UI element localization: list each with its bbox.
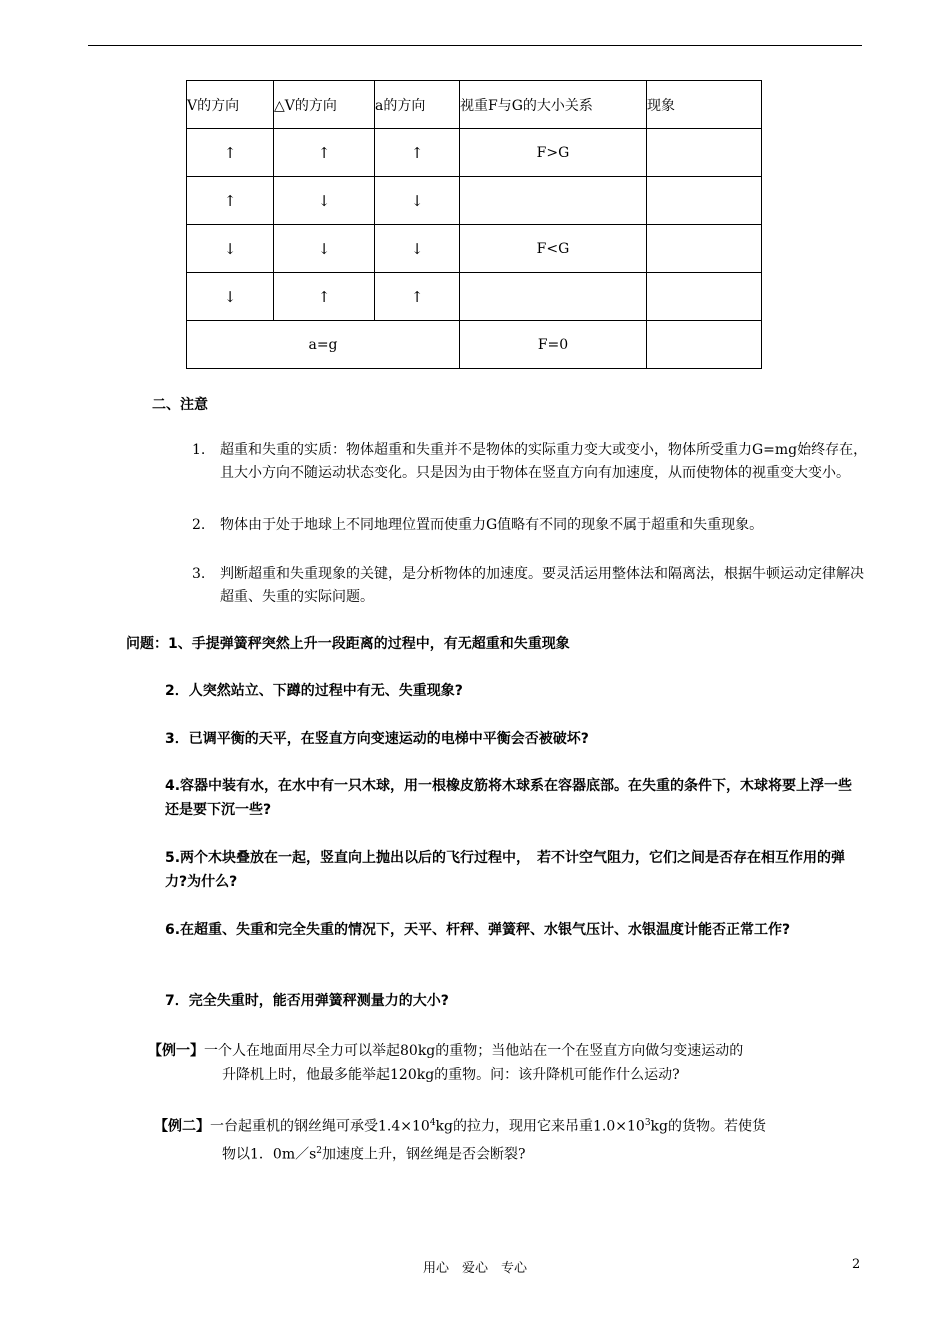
cell-v: ↑	[187, 129, 274, 177]
section-title-notes: 二、注意	[152, 397, 208, 413]
cell-phenomenon	[647, 225, 762, 273]
note-text: 判断超重和失重现象的关键，是分析物体的加速度。要灵活运用整体法和隔离法，根据牛顿运动定律解决超重、失重的实际问题。	[220, 566, 864, 605]
cell-condition: a=g	[187, 321, 460, 369]
note-item	[192, 563, 872, 609]
superscript: 2	[316, 1145, 323, 1156]
example-tag: 【例二】	[154, 1118, 210, 1135]
superscript: 3	[644, 1118, 651, 1128]
question-5: 5.两个木块叠放在一起，竖直向上抛出以后的飞行过程中， 若不计空气阻力，它们之间是否存在相互作用的弹力?为什么?	[165, 850, 846, 890]
weight-table	[186, 80, 762, 369]
note-number: 3.	[192, 566, 206, 582]
note-text: 物体由于处于地球上不同地理位置而使重力G值略有不同的现象不属于超重和失重现象。	[220, 517, 764, 533]
example-text: 加速度上升，钢丝绳是否会断裂?	[322, 1146, 526, 1163]
table-row	[187, 225, 762, 273]
cell-phenomenon	[647, 177, 762, 225]
question-3: 3．已调平衡的天平，在竖直方向变速运动的电梯中平衡会否被破坏?	[165, 731, 589, 747]
header-rule	[88, 45, 862, 46]
cell-a: ↓	[375, 225, 460, 273]
cell-a: ↑	[375, 129, 460, 177]
note-number: 2.	[192, 517, 206, 533]
cell-a: ↓	[375, 177, 460, 225]
header-dv: △V的方向	[274, 81, 375, 129]
cell-dv: ↓	[274, 177, 375, 225]
cell-relation	[460, 177, 647, 225]
cell-v: ↓	[187, 273, 274, 321]
table-row	[187, 273, 762, 321]
cell-v: ↓	[187, 225, 274, 273]
table-header-row	[187, 81, 762, 129]
cell-phenomenon	[647, 273, 762, 321]
cell-relation	[460, 273, 647, 321]
example-text: 一台起重机的钢丝绳可承受1.4×10	[210, 1118, 430, 1135]
example-1	[148, 1039, 868, 1087]
cell-dv: ↑	[274, 273, 375, 321]
example-text: 物以1．0m／s	[222, 1146, 317, 1163]
cell-dv: ↑	[274, 129, 375, 177]
note-text: 超重和失重的实质：物体超重和失重并不是物体的实际重力变大或变小，物体所受重力G=mg始终存在，且大小方向不随运动状态变化。只是因为由于物体在竖直方向有加速度，从而使物体的视重变大变小。	[220, 442, 868, 481]
example-text: kg的货物。若使货	[650, 1118, 766, 1135]
note-item	[192, 514, 882, 537]
question-7: 7．完全失重时，能否用弹簧秤测量力的大小?	[165, 993, 449, 1009]
superscript: 4	[429, 1118, 436, 1128]
table-row	[187, 129, 762, 177]
example-2	[154, 1111, 870, 1166]
example-text: 升降机上时，他最多能举起120kg的重物。问：该升降机可能作什么运动?	[222, 1067, 680, 1083]
cell-phenomenon	[647, 321, 762, 369]
question-4: 4.容器中装有水，在水中有一只木球，用一根橡皮筋将木球系在容器底部。在失重的条件下，木球将要上浮一些还是要下沉一些?	[165, 778, 853, 818]
note-item	[192, 439, 872, 485]
header-phenomenon: 现象	[647, 81, 762, 129]
example-text: 一个人在地面用尽全力可以举起80kg的重物；当他站在一个在竖直方向做匀变速运动的	[204, 1043, 744, 1059]
footer-motto: 用心 爱心 专心	[422, 1261, 527, 1276]
question-1: 问题：1、手提弹簧秤突然上升一段距离的过程中，有无超重和失重现象	[126, 636, 570, 652]
cell-relation: F<G	[460, 225, 647, 273]
cell-relation: F>G	[460, 129, 647, 177]
header-v: V的方向	[187, 81, 274, 129]
example-text: kg的拉力，现用它来吊重1.0×10	[435, 1118, 645, 1135]
table-row-free-fall	[187, 321, 762, 369]
cell-a: ↑	[375, 273, 460, 321]
header-relation: 视重F与G的大小关系	[460, 81, 647, 129]
cell-v: ↑	[187, 177, 274, 225]
table-row	[187, 177, 762, 225]
cell-dv: ↓	[274, 225, 375, 273]
cell-phenomenon	[647, 129, 762, 177]
header-a: a的方向	[375, 81, 460, 129]
question-6: 6.在超重、失重和完全失重的情况下，天平、杆秤、弹簧秤、水银气压计、水银温度计能否正常工作?	[165, 922, 791, 938]
page-number: 2	[852, 1257, 861, 1272]
example-tag: 【例一】	[148, 1043, 204, 1059]
note-number: 1.	[192, 442, 206, 458]
cell-relation: F=0	[460, 321, 647, 369]
question-2: 2．人突然站立、下蹲的过程中有无、失重现象?	[165, 683, 463, 699]
